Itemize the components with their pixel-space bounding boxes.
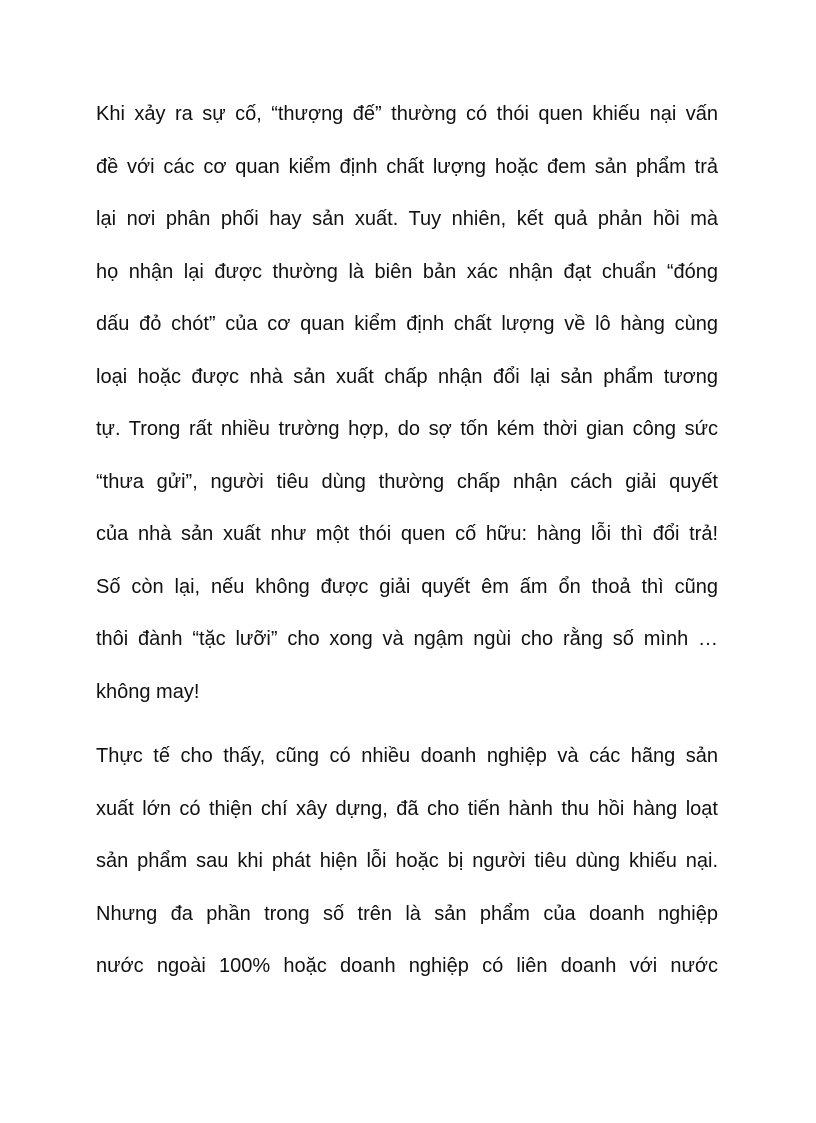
document-body bbox=[96, 96, 718, 1001]
text-line: loại hoặc được nhà sản xuất chấp nhận đổi lại sản phẩm tương bbox=[96, 365, 718, 388]
paragraph-spacing bbox=[96, 726, 718, 738]
text-line: không may! bbox=[96, 680, 200, 703]
paragraph-2 bbox=[96, 738, 718, 1001]
text-line: của nhà sản xuất như một thói quen cố hữu: hàng lỗi thì đổi trả! bbox=[96, 523, 718, 545]
text-line: lại nơi phân phối hay sản xuất. Tuy nhiên, kết quả phản hồi mà bbox=[96, 208, 718, 230]
text-line: Nhưng đa phần trong số trên là sản phẩm của doanh nghiệp bbox=[96, 902, 718, 925]
text-line: sản phẩm sau khi phát hiện lỗi hoặc bị người tiêu dùng khiếu nại. bbox=[96, 850, 718, 872]
text-line: “thưa gửi”, người tiêu dùng thường chấp nhận cách giải quyết bbox=[96, 470, 718, 493]
text-line: thôi đành “tặc lưỡi” cho xong và ngậm ngùi cho rằng số mình … bbox=[96, 628, 718, 650]
text-line: dấu đỏ chót” của cơ quan kiểm định chất lượng về lô hàng cùng bbox=[96, 313, 718, 335]
text-line: nước ngoài 100% hoặc doanh nghiệp có liên doanh với nước bbox=[96, 955, 718, 977]
text-line: Khi xảy ra sự cố, “thượng đế” thường có thói quen khiếu nại vấn bbox=[96, 103, 718, 125]
text-line: Số còn lại, nếu không được giải quyết êm ấm ổn thoả thì cũng bbox=[96, 575, 718, 598]
text-line: đề với các cơ quan kiểm định chất lượng hoặc đem sản phẩm trả bbox=[96, 155, 718, 178]
text-line: Thực tế cho thấy, cũng có nhiều doanh nghiệp và các hãng sản bbox=[96, 745, 718, 767]
text-line: xuất lớn có thiện chí xây dựng, đã cho tiến hành thu hồi hàng loạt bbox=[96, 797, 718, 820]
paragraph-1 bbox=[96, 96, 718, 726]
text-line: tự. Trong rất nhiều trường hợp, do sợ tốn kém thời gian công sức bbox=[96, 418, 718, 440]
text-line: họ nhận lại được thường là biên bản xác nhận đạt chuẩn “đóng bbox=[96, 260, 718, 283]
